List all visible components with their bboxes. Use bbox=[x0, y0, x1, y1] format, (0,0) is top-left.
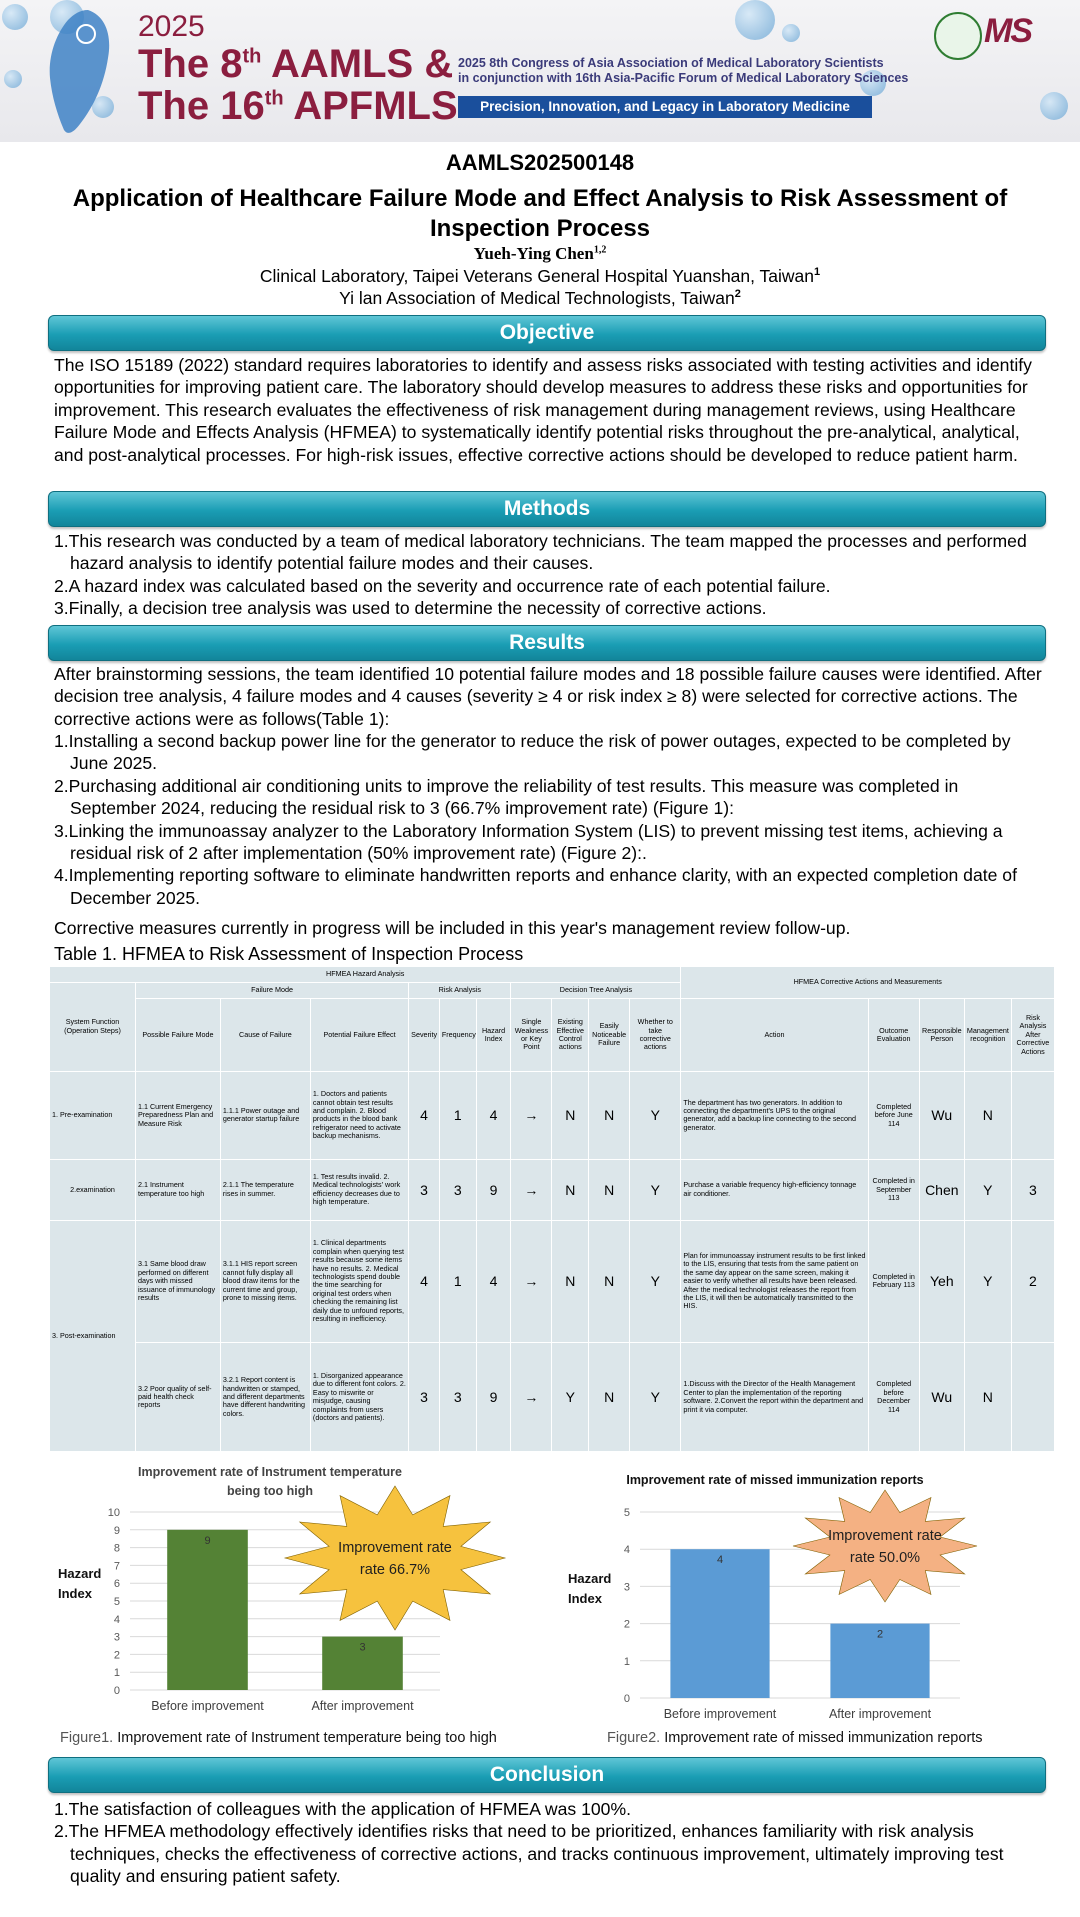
table-cell: 3.1.1 HIS report screen cannot fully display all blood draw items for the current time and group, prone to missing items. bbox=[220, 1220, 310, 1343]
chart-title: Improvement rate of missed immunization reports bbox=[626, 1473, 924, 1487]
banner-tagline: Precision, Innovation, and Legacy in Laboratory Medicine bbox=[458, 96, 872, 118]
table-cell: 3 bbox=[409, 1160, 440, 1220]
table-cell: Y bbox=[964, 1220, 1011, 1343]
table-cell: N bbox=[589, 1220, 630, 1343]
table-cell: 2.1 Instrument temperature too high bbox=[135, 1160, 220, 1220]
table-cell: Wu bbox=[919, 1071, 964, 1160]
table-cell bbox=[1011, 1343, 1054, 1452]
y-tick-label: 5 bbox=[113, 1596, 120, 1608]
table-row bbox=[50, 1071, 1055, 1160]
table-cell: Y bbox=[552, 1343, 589, 1452]
chart-figure-2 bbox=[560, 1466, 1040, 1728]
congress-description: 2025 8th Congress of Asia Association of Medical Laboratory Scientists in conjunction with 16th Asia-Pacific Forum of Medical Laboratory Sciences bbox=[458, 56, 909, 85]
table-col-cause: Cause of Failure bbox=[220, 999, 310, 1071]
table-col-frequency: Frequency bbox=[439, 999, 476, 1071]
list-item: 2.The HFMEA methodology effectively identifies risks that need to be prioritized, enhances familiarity with risk analysis techniques, checks the effectiveness of corrective actions, and tracks continuous improvement, ultimately improving test quality and ensuring patient safety. bbox=[54, 1821, 1004, 1887]
table-cell: 3 bbox=[409, 1343, 440, 1452]
table-cell: 3. Post-examination bbox=[50, 1220, 136, 1451]
table-cell: 3 bbox=[1011, 1160, 1054, 1220]
table-header-failure-mode: Failure Mode bbox=[135, 983, 408, 999]
table-cell: 1.1 Current Emergency Preparedness Plan and Measure Risk bbox=[135, 1071, 220, 1160]
table-cell: Plan for immunoassay instrument results to be first linked to the LIS, ensuring that tests from the same patient on the same day appear on the same screen, making it easier to verify whether all results have been released. After the medical technologist releases the report from the LIS, it will then be automatically transmitted to the HIS. bbox=[681, 1220, 868, 1343]
table-col-single: Single Weakness or Key Point bbox=[511, 999, 552, 1071]
annotation-text: Improvement rate bbox=[828, 1528, 942, 1544]
objective-heading: Objective bbox=[48, 315, 1046, 351]
results-heading: Results bbox=[48, 625, 1046, 661]
annotation-text: Improvement rate bbox=[338, 1540, 452, 1556]
bar bbox=[167, 1530, 248, 1690]
data-label: 4 bbox=[716, 1554, 724, 1567]
methods-list bbox=[54, 530, 1044, 620]
figure-1-caption: Figure1. Improvement rate of Instrument temperature being too high bbox=[60, 1730, 497, 1746]
table-cell: 3 bbox=[439, 1160, 476, 1220]
table-cell: Wu bbox=[919, 1343, 964, 1452]
table-col-severity: Severity bbox=[409, 999, 440, 1071]
table-cell: 1. Clinical departments complain when querying test results because some items have no results. 2. Medical technologists spend double the time searching for original test orders when checking the remaining list daily due to unfound reports, resulting in inefficiency. bbox=[310, 1220, 408, 1343]
affiliation-2: Yi lan Association of Medical Technologists, Taiwan$^2$ bbox=[339, 288, 741, 308]
y-tick-label: 8 bbox=[113, 1542, 120, 1555]
table-col-responsible: Responsible Person bbox=[919, 999, 964, 1071]
table-cell: Completed before December 114 bbox=[868, 1343, 919, 1452]
conclusion-list bbox=[54, 1798, 1054, 1888]
list-item: 1.The satisfaction of colleagues with the application of HFMEA was 100%. bbox=[54, 1799, 631, 1819]
x-tick-label: Before improvement bbox=[151, 1699, 264, 1713]
table-col-management: Management recognition bbox=[964, 999, 1011, 1071]
table-header-corrective: HFMEA Corrective Actions and Measurements bbox=[681, 967, 1055, 999]
data-label: 9 bbox=[204, 1534, 211, 1547]
y-tick-label: 6 bbox=[113, 1578, 120, 1591]
table-header-hazard: HFMEA Hazard Analysis bbox=[50, 967, 681, 983]
hfmea-table bbox=[49, 966, 1055, 1452]
table-caption: Table 1. HFMEA to Risk Assessment of Inspection Process bbox=[54, 944, 524, 964]
table-cell: Chen bbox=[919, 1160, 964, 1220]
list-item: 1.This research was conducted by a team of medical laboratory technicians. The team mapped the processes and performed hazard analysis to identify potential failure modes and their causes. bbox=[54, 531, 1027, 574]
data-label: 2 bbox=[876, 1628, 884, 1641]
table-cell: 2.examination bbox=[50, 1160, 136, 1220]
chart-title: Improvement rate of Instrument temperature bbox=[138, 1465, 402, 1479]
list-item: 4.Implementing reporting software to eliminate handwritten reports and enhance clarity, with an expected completion date of December 2025. bbox=[54, 865, 1017, 908]
table-cell: 1.1.1 Power outage and generator startup failure bbox=[220, 1071, 310, 1160]
results-closing: Corrective measures currently in progress will be included in this year's management review follow-up. bbox=[54, 918, 851, 938]
results-list bbox=[54, 730, 1044, 909]
annotation-starburst bbox=[285, 1486, 505, 1630]
table-cell: N bbox=[589, 1071, 630, 1160]
table-col-mode: Possible Failure Mode bbox=[135, 999, 220, 1071]
table-cell: 9 bbox=[476, 1160, 511, 1220]
table-cell: Completed before June 114 bbox=[868, 1071, 919, 1160]
taiwan-map-icon bbox=[28, 6, 128, 138]
x-tick-label: After improvement bbox=[311, 1699, 414, 1713]
conclusion-heading: Conclusion bbox=[48, 1757, 1046, 1793]
y-tick-label: 4 bbox=[623, 1544, 630, 1557]
figure-2-caption: Figure2. Improvement rate of missed immunization reports bbox=[607, 1730, 983, 1746]
author: Yueh-Ying Chen$^{1,2}$ bbox=[473, 244, 607, 263]
table-cell: N bbox=[589, 1343, 630, 1452]
affiliation-1: Clinical Laboratory, Taipei Veterans General Hospital Yuanshan, Taiwan$^1$ bbox=[259, 266, 821, 286]
y-tick-label: 3 bbox=[623, 1581, 630, 1594]
list-item: 1.Installing a second backup power line for the generator to reduce the risk of power outages, expected to be completed by June 2025. bbox=[54, 731, 1011, 774]
banner-year: 2025 bbox=[138, 10, 205, 43]
table-cell: Y bbox=[964, 1160, 1011, 1220]
y-tick-label: 1 bbox=[623, 1655, 630, 1668]
table-cell: N bbox=[552, 1160, 589, 1220]
y-axis-label-line-2: Index bbox=[568, 1591, 602, 1606]
table-cell: N bbox=[552, 1220, 589, 1343]
annotation-text-line-2: rate 50.0% bbox=[849, 1550, 921, 1566]
y-tick-label: 2 bbox=[113, 1649, 120, 1662]
y-axis-label: Hazard bbox=[58, 1566, 102, 1581]
table-cell: → bbox=[511, 1220, 552, 1343]
objective-text: The ISO 15189 (2022) standard requires laboratories to identify and assess risks associated with testing activities and identify opportunities for improving patient care. The laboratory should develop measures to address these risks and opportunities for improvement. This research evaluates the effectiveness of risk management during management reviews, using Healthcare Failure Mode and Effects Analysis (HFMEA) to systematically identify potential risks throughout the pre-analytical, analytical, and post-analytical processes. For high-risk issues, effective corrective actions should be developed to reduce patient harm. bbox=[54, 355, 1032, 465]
list-item: 2.A hazard index was calculated based on the severity and occurrence rate of each potential failure. bbox=[54, 575, 831, 596]
table-cell: 1. Doctors and patients cannot obtain test results and complain. 2. Blood products in the blood bank refrigerator need to activate backup mechanisms. bbox=[310, 1071, 408, 1160]
table-cell: N bbox=[589, 1160, 630, 1220]
table-col-notice: Easily Noticeable Failure bbox=[589, 999, 630, 1071]
table-col-action: Action bbox=[681, 999, 868, 1071]
conference-banner bbox=[0, 0, 1080, 142]
chart-figure-1 bbox=[50, 1458, 550, 1720]
table-cell: 3.2.1 Report content is handwritten or stamped, and different departments have different handwriting colors. bbox=[220, 1343, 310, 1452]
banner-line-2: The 16th APFMLS bbox=[138, 84, 458, 128]
table-cell: N bbox=[552, 1071, 589, 1160]
banner-line-1: The 8th AAMLS & bbox=[138, 42, 454, 86]
annotation-starburst bbox=[793, 1490, 977, 1602]
table-cell: 1.Discuss with the Director of the Health Management Center to plan the implementation of the reporting software. 2.Convert the report within the department and print it via computer. bbox=[681, 1343, 868, 1452]
y-tick-label: 0 bbox=[623, 1693, 630, 1705]
y-tick-label: 0 bbox=[113, 1685, 120, 1697]
table-cell: 1. Test results invalid. 2. Medical technologists' work efficiency decreases due to high temperature. bbox=[310, 1160, 408, 1220]
table-cell: Y bbox=[630, 1071, 681, 1160]
table-cell: 1. Disorganized appearance due to different font colors. 2. Easy to miswrite or misjudge, causing complaints from users (doctors and patients). bbox=[310, 1343, 408, 1452]
table-cell: Y bbox=[630, 1220, 681, 1343]
y-tick-label: 4 bbox=[113, 1613, 120, 1626]
table-cell: 1. Pre-examination bbox=[50, 1071, 136, 1160]
table-cell: 4 bbox=[409, 1220, 440, 1343]
table-cell: 2 bbox=[1011, 1220, 1054, 1343]
table-cell: 4 bbox=[409, 1071, 440, 1160]
table-col-system: System Function (Operation Steps) bbox=[50, 983, 136, 1072]
table-cell: → bbox=[511, 1160, 552, 1220]
table-cell: Purchase a variable frequency high-efficiency tonnage air conditioner. bbox=[681, 1160, 868, 1220]
y-tick-label: 7 bbox=[113, 1560, 120, 1573]
table-cell: 4 bbox=[476, 1220, 511, 1343]
table-row bbox=[50, 1343, 1055, 1452]
table-cell: → bbox=[511, 1071, 552, 1160]
table-cell: N bbox=[964, 1343, 1011, 1452]
table-cell: Completed in February 113 bbox=[868, 1220, 919, 1343]
methods-heading: Methods bbox=[48, 491, 1046, 527]
list-item: 3.Finally, a decision tree analysis was used to determine the necessity of corrective actions. bbox=[54, 598, 767, 619]
table-col-existing: Existing Effective Control actions bbox=[552, 999, 589, 1071]
table-col-outcome: Outcome Evaluation bbox=[868, 999, 919, 1071]
list-item: 3.Linking the immunoassay analyzer to the Laboratory Information System (LIS) to prevent missing test items, achieving a residual risk of 2 after implementation (50% improvement rate) (Figure 2):. bbox=[54, 820, 1003, 864]
table-col-effect: Potential Failure Effect bbox=[310, 999, 408, 1071]
y-tick-label: 3 bbox=[113, 1631, 120, 1644]
table-col-whether: Whether to take corrective actions bbox=[630, 999, 681, 1071]
poster-title: Application of Healthcare Failure Mode and Effect Analysis to Risk Assessment of Inspection Process bbox=[72, 185, 1008, 242]
table-cell: Yeh bbox=[919, 1220, 964, 1343]
list-item: 2.Purchasing additional air conditioning units to improve the reliability of test results. This measure was completed in September 2024, reducing the residual risk to 3 (66.7% improvement rate) (Figure 1): bbox=[54, 775, 959, 819]
x-tick-label: After improvement bbox=[828, 1707, 932, 1721]
x-tick-label: Before improvement bbox=[663, 1707, 777, 1721]
y-tick-label: 5 bbox=[623, 1507, 630, 1519]
table-header-risk: Risk Analysis bbox=[409, 983, 511, 999]
table-cell: 1 bbox=[439, 1071, 476, 1160]
table-col-hazard: Hazard Index bbox=[476, 999, 511, 1071]
table-row bbox=[50, 1220, 1055, 1343]
table-col-risk-after: Risk Analysis After Corrective Actions bbox=[1011, 999, 1054, 1071]
table-cell: 3.1 Same blood draw performed on different days with missed issuance of immunology results bbox=[135, 1220, 220, 1343]
y-tick-label: 2 bbox=[623, 1618, 630, 1631]
data-label: 3 bbox=[359, 1641, 366, 1654]
table-cell: 2.1.1 The temperature rises in summer. bbox=[220, 1160, 310, 1220]
y-tick-label: 9 bbox=[113, 1524, 120, 1537]
y-axis-label: Hazard bbox=[568, 1571, 612, 1586]
table-cell: The department has two generators. In addition to connecting the department's UPS to the original generator, add a backup line connecting to the second generator. bbox=[681, 1071, 868, 1160]
table-cell: 1 bbox=[439, 1220, 476, 1343]
annotation-text-line-2: rate 66.7% bbox=[359, 1562, 431, 1578]
table-row bbox=[50, 1160, 1055, 1220]
logo: MS bbox=[984, 12, 1031, 50]
table-cell: 9 bbox=[476, 1343, 511, 1452]
bar bbox=[670, 1549, 769, 1698]
y-tick-label: 10 bbox=[107, 1507, 120, 1519]
association-seal-icon bbox=[934, 12, 982, 60]
table-header-decision: Decision Tree Analysis bbox=[511, 983, 681, 999]
table-cell: 4 bbox=[476, 1071, 511, 1160]
table-cell: → bbox=[511, 1343, 552, 1452]
table-cell: Completed in September 113 bbox=[868, 1160, 919, 1220]
chart-title-line-2: being too high bbox=[226, 1484, 314, 1498]
table-cell: N bbox=[964, 1071, 1011, 1160]
table-cell: Y bbox=[630, 1343, 681, 1452]
results-intro: After brainstorming sessions, the team identified 10 potential failure modes and 18 possible failure causes were identified. After decision tree analysis, 4 failure modes and 4 causes (severity ≥ 4 or risk index ≥ 8) were selected for corrective actions. The corrective actions were as follows(Table 1): bbox=[54, 664, 1042, 729]
poster-id: AAMLS202500148 bbox=[445, 150, 635, 175]
y-tick-label: 1 bbox=[113, 1667, 120, 1680]
table-cell bbox=[1011, 1071, 1054, 1160]
y-axis-label-line-2: Index bbox=[58, 1586, 92, 1601]
table-cell: 3 bbox=[439, 1343, 476, 1452]
table-cell: 3.2 Poor quality of self-paid health check reports bbox=[135, 1343, 220, 1452]
table-cell: Y bbox=[630, 1160, 681, 1220]
